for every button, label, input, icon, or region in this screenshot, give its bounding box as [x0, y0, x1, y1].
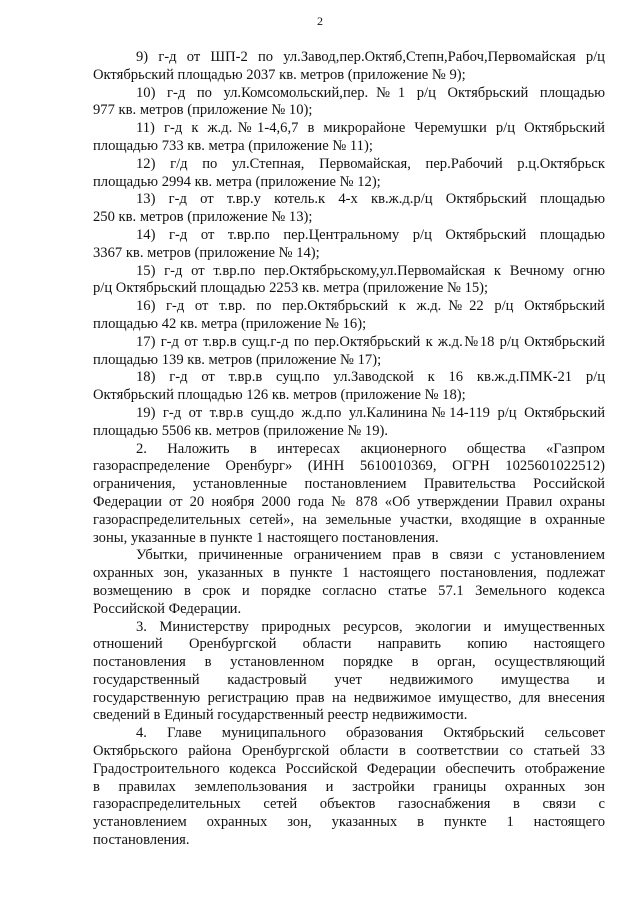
- paragraph-line: 4. Главе муниципального образования Октябрьский сельсовет: [136, 725, 605, 742]
- paragraph-4: [93, 725, 605, 850]
- paragraph-line: Октябрьского района Оренбургской области в соответствии со статьей 33: [93, 743, 605, 760]
- list-item: [93, 120, 605, 156]
- list-item-line: площадью 5506 кв. метров (приложение № 19).: [93, 422, 389, 439]
- list-item: [93, 369, 605, 405]
- list-item-line: 18) г-д от т.вр.в сущ.по ул.Заводской к 16 кв.ж.д.ПМК-21 р/ц: [136, 369, 605, 386]
- list-item-line: Октябрьский площадью 126 кв. метров (приложение № 18);: [93, 387, 466, 404]
- paragraph-line: Убытки, причиненные ограничением прав в связи с установлением: [136, 547, 605, 564]
- paragraph-line: ограничения, установленные постановлением Правительства Российской: [93, 476, 605, 493]
- list-item-line: 19) г-д от т.вр.в сущ.до ж.д.по ул.Калинина№14-119 р/ц Октябрьский: [136, 404, 605, 421]
- list-item-line: 10) г-д по ул.Комсомольский,пер.№1 р/ц Октябрьский площадью: [136, 84, 605, 101]
- list-item-line: площадью 2994 кв. метра (приложение № 12);: [93, 173, 381, 190]
- list-item-line: 17) г-д от т.вр.в сущ.г-д по пер.Октябрьский к ж.д.№18 р/ц Октябрьский: [136, 333, 605, 350]
- list-item: [93, 334, 605, 370]
- document-body: [93, 49, 605, 850]
- paragraph-line: постановления в установленном порядке в орган, осуществляющий: [93, 654, 605, 671]
- list-item-line: 16) г-д от т.вр. по пер.Октябрьский к ж.д.№22 р/ц Октябрьский: [136, 298, 605, 315]
- list-item-line: площадью 733 кв. метра (приложение № 11);: [93, 137, 373, 154]
- list-item: [93, 49, 605, 85]
- gas-pipeline-list: [93, 49, 605, 441]
- paragraph-losses: [93, 547, 605, 618]
- paragraph-line: возмещению в срок и порядке согласно статье 57.1 Земельного кодекса: [93, 582, 605, 599]
- list-item-line: 12) г/д по ул.Степная, Первомайская, пер.Рабочий р.ц.Октябрьск: [136, 155, 605, 172]
- list-item-line: 14) г-д от т.вр.по пер.Центральному р/ц Октябрьский площадью: [136, 226, 605, 243]
- paragraph-line: зоны, указанные в пункте 1 настоящего постановления.: [93, 529, 439, 546]
- list-item-line: 11) г-д к ж.д.№1-4,6,7 в микрорайоне Черемушки р/ц Октябрьский: [136, 120, 605, 137]
- list-item-line: 15) г-д от т.вр.по пер.Октябрьскому,ул.Первомайская к Вечному огню: [136, 262, 605, 279]
- paragraph-line: постановления.: [93, 832, 190, 849]
- list-item-line: 13) г-д от т.вр.у котель.к 4-х кв.ж.д.р/ц Октябрьский площадью: [136, 191, 605, 208]
- paragraph-line: установлением охранных зон, указанных в пункте 1 настоящего: [93, 814, 605, 831]
- list-item-line: площадью 139 кв. метров (приложение № 17);: [93, 351, 382, 368]
- paragraph-line: газораспределительных сетей», на земельные участки, входящие в охранные: [93, 511, 605, 528]
- list-item-line: р/ц Октябрьский площадью 2253 кв. метра (приложение № 15);: [93, 280, 489, 297]
- paragraph-line: в правилах землепользования и застройки границы охранных зон: [93, 778, 605, 795]
- list-item: [93, 227, 605, 263]
- paragraph-line: Российской Федерации.: [93, 600, 242, 617]
- paragraph-line: сведений в Единый государственный реестр недвижимости.: [93, 707, 468, 724]
- list-item-line: 3367 кв. метров (приложение № 14);: [93, 244, 320, 261]
- list-item-line: 977 кв. метров (приложение № 10);: [93, 102, 313, 119]
- paragraph-line: государственный кадастровый учет недвижимого имущества и: [93, 671, 605, 688]
- list-item-line: площадью 42 кв. метра (приложение № 16);: [93, 315, 367, 332]
- paragraph-line: 2. Наложить в интересах акционерного общества «Газпром: [136, 440, 605, 457]
- paragraph-line: охранных зон, указанных в пункте 1 настоящего постановления, подлежат: [93, 565, 605, 582]
- paragraph-line: газораспределительных сетей объектов газоснабжения в связи с: [93, 796, 605, 813]
- paragraph-line: 3. Министерству природных ресурсов, экологии и имущественных: [136, 618, 605, 635]
- paragraph-line: Градостроительного кодекса Российской Федерации обеспечить отображение: [93, 760, 605, 777]
- page-number: 2: [317, 14, 323, 28]
- list-item: [93, 298, 605, 334]
- paragraph-line: Федерации от 20 ноября 2000 года № 878 «Об утверждении Правил охраны: [93, 493, 605, 510]
- list-item: [93, 191, 605, 227]
- paragraph-line: государственную регистрацию прав на недвижимое имущество, для внесения: [93, 689, 605, 706]
- list-item-line: 250 кв. метров (приложение № 13);: [93, 209, 313, 226]
- list-item: [93, 405, 605, 441]
- list-item-line: 9) г-д от ШП-2 по ул.Завод,пер.Октяб,Степн,Рабоч,Первомайская р/ц: [136, 49, 605, 65]
- resolution-paragraphs: [93, 441, 605, 850]
- list-item: [93, 263, 605, 299]
- list-item: [93, 156, 605, 192]
- paragraph-3: [93, 619, 605, 726]
- paragraph-line: отношений Оренбургской области направить копию настоящего: [93, 636, 605, 653]
- list-item-line: Октябрьский площадью 2037 кв. метров (приложение № 9);: [93, 66, 466, 83]
- paragraph-2: [93, 441, 605, 548]
- list-item: [93, 85, 605, 121]
- paragraph-line: газораспределение Оренбург» (ИНН 5610010369, ОГРН 1025601022512): [93, 458, 605, 475]
